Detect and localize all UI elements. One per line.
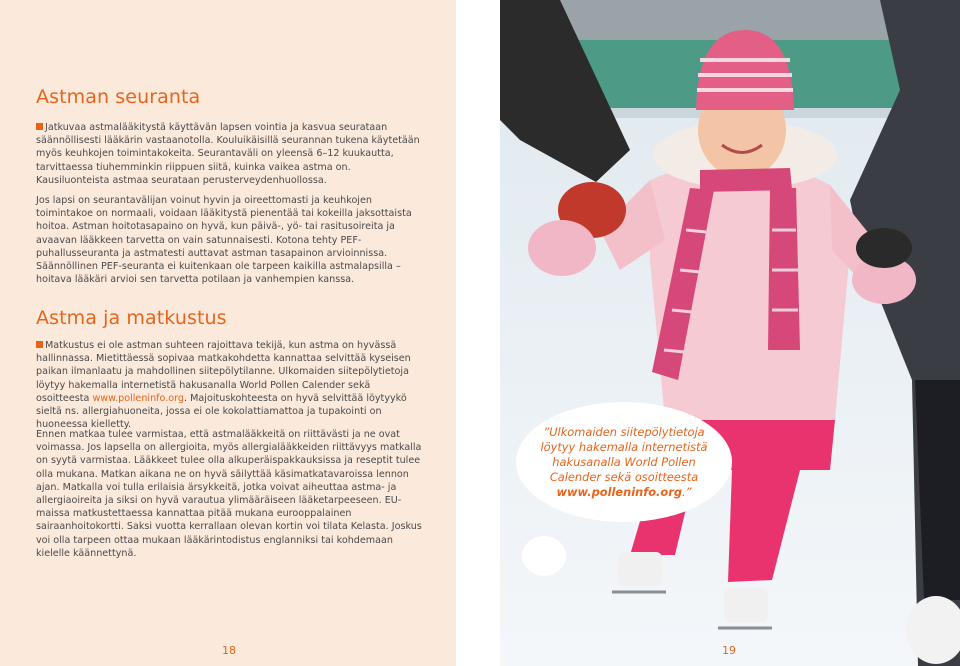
pull-quote-link[interactable]: www.polleninfo.org [556,484,682,499]
paragraph-seuranta-1: Jatkuvaa astmalääkitystä käyttävän lapsen vointia ja kasvua seurataan säännöllisesti lääkärin vastaanotolla. Kouluikäisillä seurannan tukena käytetään myös keuhkojen toimintakokeita. Seurantaväli on yleensä 6–12 kuukautta, tarvittaessa tiuhemminkin riippuen siitä, kuinka vaikea astma on. Kausiluonteista astmaa seurataan perusterveydenhuollossa. [36,122,420,186]
photo-child-skating [500,0,960,666]
page-number-left: 18 [222,644,236,657]
paragraph-seuranta-2: Jos lapsi on seurantavälijan voinut hyvin ja oireettomasti ja keuhkojen toimintakoe on normaali, voidaan lääkitystä pienentää tai kokeilla jaksottaista hoitoa. Astman hoitotasapaino on hyvä, kun päivä-, yö- tai rasitusoireita ja avaavan lääkkeen tarvetta on vain satunnaisesti. Kotona tehty PEF-puhallusseuranta ja astmatesti auttavat astman tasapainon arvioinnissa. Säännöllinen PEF-seuranta ei kuitenkaan ole tarpeen kaikilla astmalapsilla – hoitava lääkäri arvioi sen tarvetta potilaan ja vanhempien kanssa. [36,195,412,286]
paragraph-matkustus-1: Matkustus ei ole astman suhteen rajoittava tekijä, kun astma on hyvässä hallinnassa. Mietittäessä sopivaa matkakohdetta kannattaa selvittää kyseisen paikan ilmanlaatu ja mahdollinen siitepölytilanne. Ulkomaiden siitepölytietoja löytyy hakemalla internetistä hakusanalla World Pollen Calender sekä osoitteesta www.polleninfo.org. Majoituskohteesta on hyvä selvittää löytyykö sieltä ns. allergiahuoneita, jossa ei ole kokolattiamattoa ja tupakointi on huoneessa kielletty. [36,340,411,431]
page-gutter [456,0,500,666]
bullet-square-icon [36,341,43,348]
pull-quote-text: ”Ulkomaiden siitepölytietoja löytyy hakemalla internetistä hakusanalla World Pollen Calender sekä osoitteesta www.polleninfo.org.” [540,424,708,499]
small-bubble-decoration [522,536,566,576]
bullet-square-icon [36,123,43,130]
paragraph-matkustus-2: Ennen matkaa tulee varmistaa, että astmalääkkeitä on riittävästi ja ne ovat voimassa. Jos lapsella on allergioita, myös allergialääkkeiden riittävyys matkalla on syytä varmistaa. Lääkkeet tulee olla alkuperäispakkauksissa ja reseptit tulee olla mukana. Matkan aikana ne on hyvä säilyttää käsimatkatavaroissa lennon ajan. Matkalla voi tulla erilaisia ärsykkeitä, jotka voivat aiheuttaa astma- ja allergiaoireita ja siksi on hyvä varautua ylimääräiseen lääketarpeeseen. EU-maissa matkustettaessa kannattaa pitää mukana eurooppalainen sairaanhoitokortti. Saksi vuotta kerrallaan olevan kortin voi tilata Kelasta. Joskus voi olla tarpeen ottaa mukaan lääkärintodistus englanniksi tai kohdemaan kielelle käännettynä. [36,429,422,559]
page-number-right: 19 [722,644,736,657]
polleninfo-link[interactable]: www.polleninfo.org [92,392,185,404]
left-page [0,0,456,666]
skating-child-illustration [500,0,960,666]
pull-quote-bubble [516,402,732,522]
heading-astma-ja-matkustus: Astma ja matkustus [36,307,227,329]
heading-astman-seuranta: Astman seuranta [36,86,201,108]
